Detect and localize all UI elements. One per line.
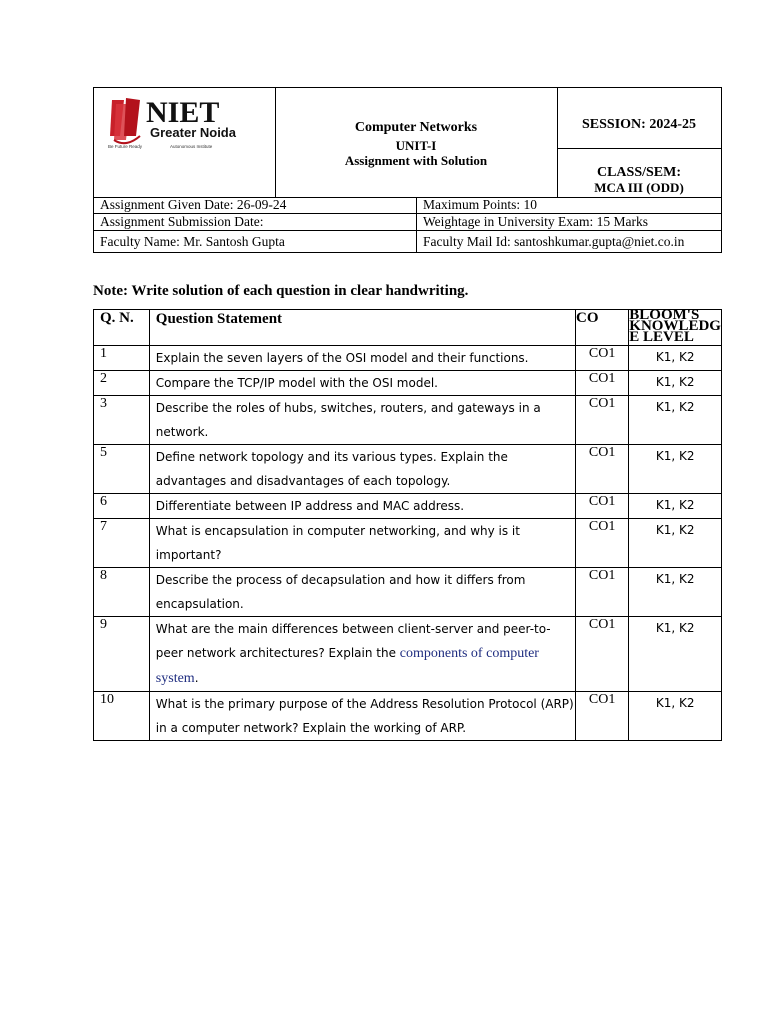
note-text: Note: Write solution of each question in clear handwriting. xyxy=(93,283,469,299)
question-number: 9 xyxy=(94,617,150,692)
logo-cell xyxy=(94,88,276,197)
course-outcome: CO1 xyxy=(576,346,629,371)
table-header-row xyxy=(94,310,722,346)
course-outcome: CO1 xyxy=(576,445,629,494)
course-outcome: CO1 xyxy=(576,396,629,445)
class-cell xyxy=(557,148,721,197)
header-box xyxy=(93,87,722,253)
assignment-title: Assignment with Solution xyxy=(344,153,488,168)
question-table xyxy=(93,309,722,741)
title-cell xyxy=(275,88,558,197)
question-statement: What is encapsulation in computer networking, and why is it important? xyxy=(149,519,575,568)
blooms-level: K1, K2 xyxy=(629,692,722,741)
table-row xyxy=(94,494,722,519)
faculty-mail: Faculty Mail Id: santoshkumar.gupta@niet.co.in xyxy=(423,234,685,249)
given-date: Assignment Given Date: 26-09-24 xyxy=(100,197,287,212)
max-points: Maximum Points: 10 xyxy=(423,197,538,212)
blooms-level: K1, K2 xyxy=(629,396,722,445)
course-outcome: CO1 xyxy=(576,568,629,617)
question-statement: What are the main differences between client-server and peer-to-peer network architectures? Explain the components of computer system. xyxy=(149,617,575,692)
info-divider xyxy=(416,197,417,253)
table-row xyxy=(94,445,722,494)
info-row-2 xyxy=(94,214,721,231)
course-outcome: CO1 xyxy=(576,494,629,519)
question-statement: Describe the process of decapsulation and how it differs from encapsulation. xyxy=(149,568,575,617)
blooms-level: K1, K2 xyxy=(629,445,722,494)
question-number: 6 xyxy=(94,494,150,519)
blooms-level: K1, K2 xyxy=(629,519,722,568)
course-outcome: CO1 xyxy=(576,519,629,568)
header-row xyxy=(94,88,721,198)
statement-link[interactable]: components of computer system xyxy=(155,646,539,686)
info-row-1 xyxy=(94,197,721,214)
question-table-body xyxy=(94,346,722,741)
logo-sub: Greater Noida xyxy=(150,125,236,140)
unit-title: UNIT-I xyxy=(395,138,437,153)
blooms-level: K1, K2 xyxy=(629,371,722,396)
table-row xyxy=(94,617,722,692)
logo-tag-2: Autonomous Institute xyxy=(170,144,213,149)
class-label: CLASS/SEM: xyxy=(596,165,682,180)
question-statement: Describe the roles of hubs, switches, routers, and gateways in a network. xyxy=(149,396,575,445)
question-statement: Differentiate between IP address and MAC address. xyxy=(149,494,575,519)
header-qn: Q. N. xyxy=(94,310,150,346)
blooms-level: K1, K2 xyxy=(629,494,722,519)
faculty-name: Faculty Name: Mr. Santosh Gupta xyxy=(100,234,285,249)
question-number: 8 xyxy=(94,568,150,617)
course-outcome: CO1 xyxy=(576,617,629,692)
question-number: 10 xyxy=(94,692,150,741)
table-row xyxy=(94,692,722,741)
header-blooms: BLOOM'S KNOWLEDG E LEVEL xyxy=(629,307,721,345)
blooms-level: K1, K2 xyxy=(629,617,722,692)
table-row xyxy=(94,371,722,396)
table-row xyxy=(94,396,722,445)
question-number: 2 xyxy=(94,371,150,396)
course-outcome: CO1 xyxy=(576,371,629,396)
submission-date: Assignment Submission Date: xyxy=(100,214,264,229)
table-row xyxy=(94,519,722,568)
question-number: 3 xyxy=(94,396,150,445)
blooms-level: K1, K2 xyxy=(629,346,722,371)
blooms-level: K1, K2 xyxy=(629,568,722,617)
question-number: 1 xyxy=(94,346,150,371)
question-statement: Define network topology and its various types. Explain the advantages and disadvantages of each topology. xyxy=(149,445,575,494)
weightage: Weightage in University Exam: 15 Marks xyxy=(423,214,648,229)
question-statement: Compare the TCP/IP model with the OSI model. xyxy=(149,371,575,396)
table-row xyxy=(94,568,722,617)
question-statement: What is the primary purpose of the Address Resolution Protocol (ARP) in a computer network? Explain the working of ARP. xyxy=(149,692,575,741)
class-value: MCA III (ODD) xyxy=(594,180,684,195)
header-statement: Question Statement xyxy=(149,310,575,346)
logo-name: NIET xyxy=(146,96,220,129)
session-text: SESSION: 2024-25 xyxy=(582,117,696,132)
course-title: Computer Networks xyxy=(354,120,478,135)
course-outcome: CO1 xyxy=(576,692,629,741)
question-number: 5 xyxy=(94,445,150,494)
session-cell xyxy=(557,88,721,149)
logo-tag-1: Be Future Ready xyxy=(108,144,143,149)
question-statement: Explain the seven layers of the OSI model and their functions. xyxy=(149,346,575,371)
header-co: CO xyxy=(576,310,629,346)
question-number: 7 xyxy=(94,519,150,568)
table-row xyxy=(94,346,722,371)
niet-logo xyxy=(106,96,256,152)
info-row-3 xyxy=(94,231,721,252)
